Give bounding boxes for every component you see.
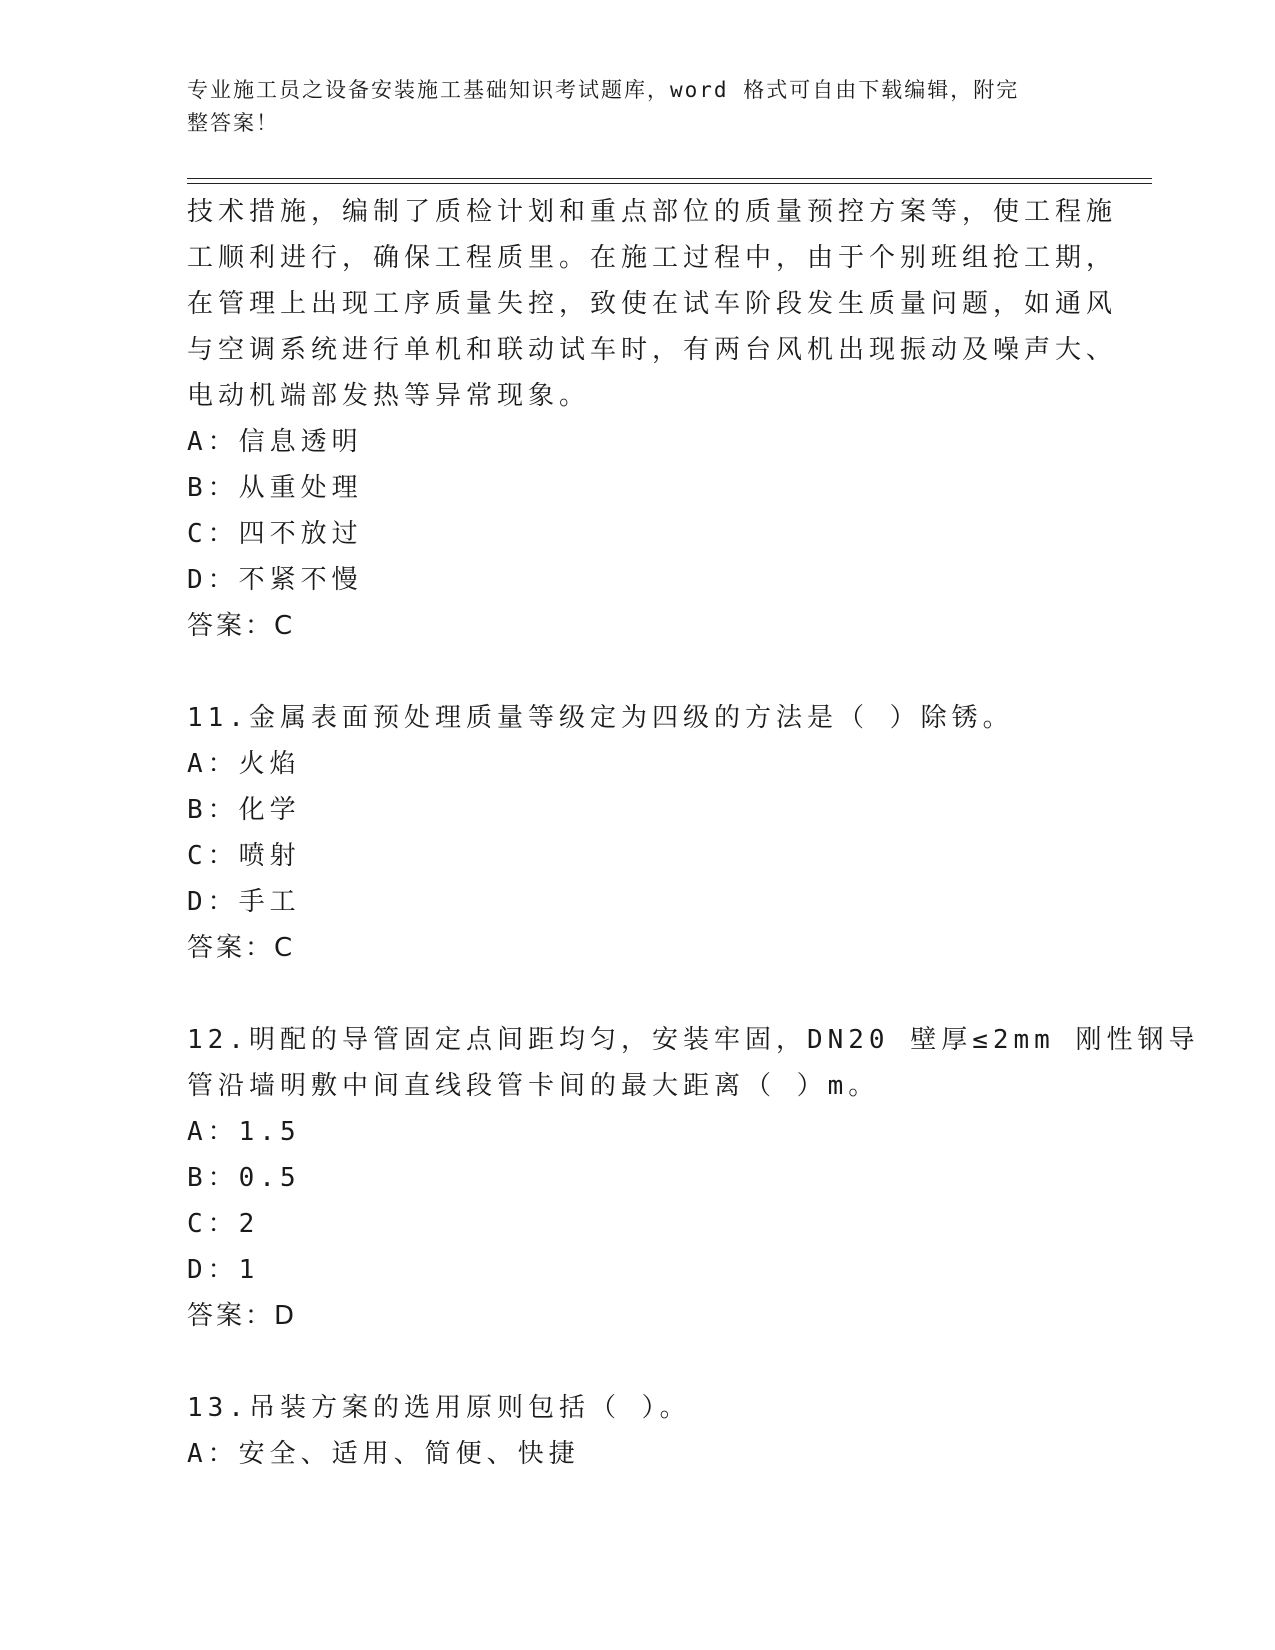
spacer bbox=[187, 649, 1087, 695]
option-a: A：火焰 bbox=[187, 749, 301, 779]
spacer bbox=[187, 971, 1087, 1017]
document-header bbox=[187, 74, 1067, 140]
option-d: D：不紧不慢 bbox=[187, 565, 363, 595]
option-c: C：四不放过 bbox=[187, 519, 363, 549]
header-divider bbox=[187, 178, 1152, 184]
option-a: A：信息透明 bbox=[187, 427, 363, 457]
header-line-2: 整答案！ bbox=[187, 111, 279, 135]
option-c: C：2 bbox=[187, 1209, 260, 1239]
option-b: B：化学 bbox=[187, 795, 301, 825]
question-text-line: 管沿墙明敷中间直线段管卡间的最大距离（ ）m。 bbox=[187, 1071, 880, 1101]
header-line-1: 专业施工员之设备安装施工基础知识考试题库，word 格式可自由下载编辑，附完 bbox=[187, 78, 1020, 102]
option-b: B：0.5 bbox=[187, 1163, 301, 1193]
question-10 bbox=[187, 189, 1118, 649]
question-text-line: 与空调系统进行单机和联动试车时，有两台风机出现振动及噪声大、 bbox=[187, 335, 1118, 365]
option-b: B：从重处理 bbox=[187, 473, 363, 503]
question-text-line: 13.吊装方案的选用原则包括（ ）。 bbox=[187, 1393, 691, 1423]
question-text-line: 电动机端部发热等异常现象。 bbox=[187, 381, 591, 411]
question-text-line: 12.明配的导管固定点间距均匀，安装牢固，DN20 壁厚≤2mm 刚性钢导 bbox=[187, 1025, 1200, 1055]
option-d: D：手工 bbox=[187, 887, 301, 917]
option-a: A：1.5 bbox=[187, 1117, 301, 1147]
spacer bbox=[187, 1339, 1087, 1385]
question-12 bbox=[187, 1017, 1200, 1339]
answer-label: 答案：C bbox=[187, 611, 296, 641]
answer-label: 答案：D bbox=[187, 1301, 298, 1331]
question-11 bbox=[187, 695, 1087, 971]
option-d: D：1 bbox=[187, 1255, 260, 1285]
question-text-line: 工顺利进行，确保工程质里。在施工过程中，由于个别班组抢工期， bbox=[187, 243, 1118, 273]
question-13 bbox=[187, 1385, 1087, 1477]
answer-label: 答案：C bbox=[187, 933, 296, 963]
option-c: C：喷射 bbox=[187, 841, 301, 871]
question-list bbox=[187, 189, 1200, 1477]
question-text-line: 在管理上出现工序质量失控，致使在试车阶段发生质量问题，如通风 bbox=[187, 289, 1118, 319]
question-text-line: 11.金属表面预处理质量等级定为四级的方法是（ ）除锈。 bbox=[187, 703, 1014, 733]
option-a: A：安全、适用、简便、快捷 bbox=[187, 1439, 580, 1469]
question-text-line: 技术措施，编制了质检计划和重点部位的质量预控方案等，使工程施 bbox=[187, 197, 1118, 227]
